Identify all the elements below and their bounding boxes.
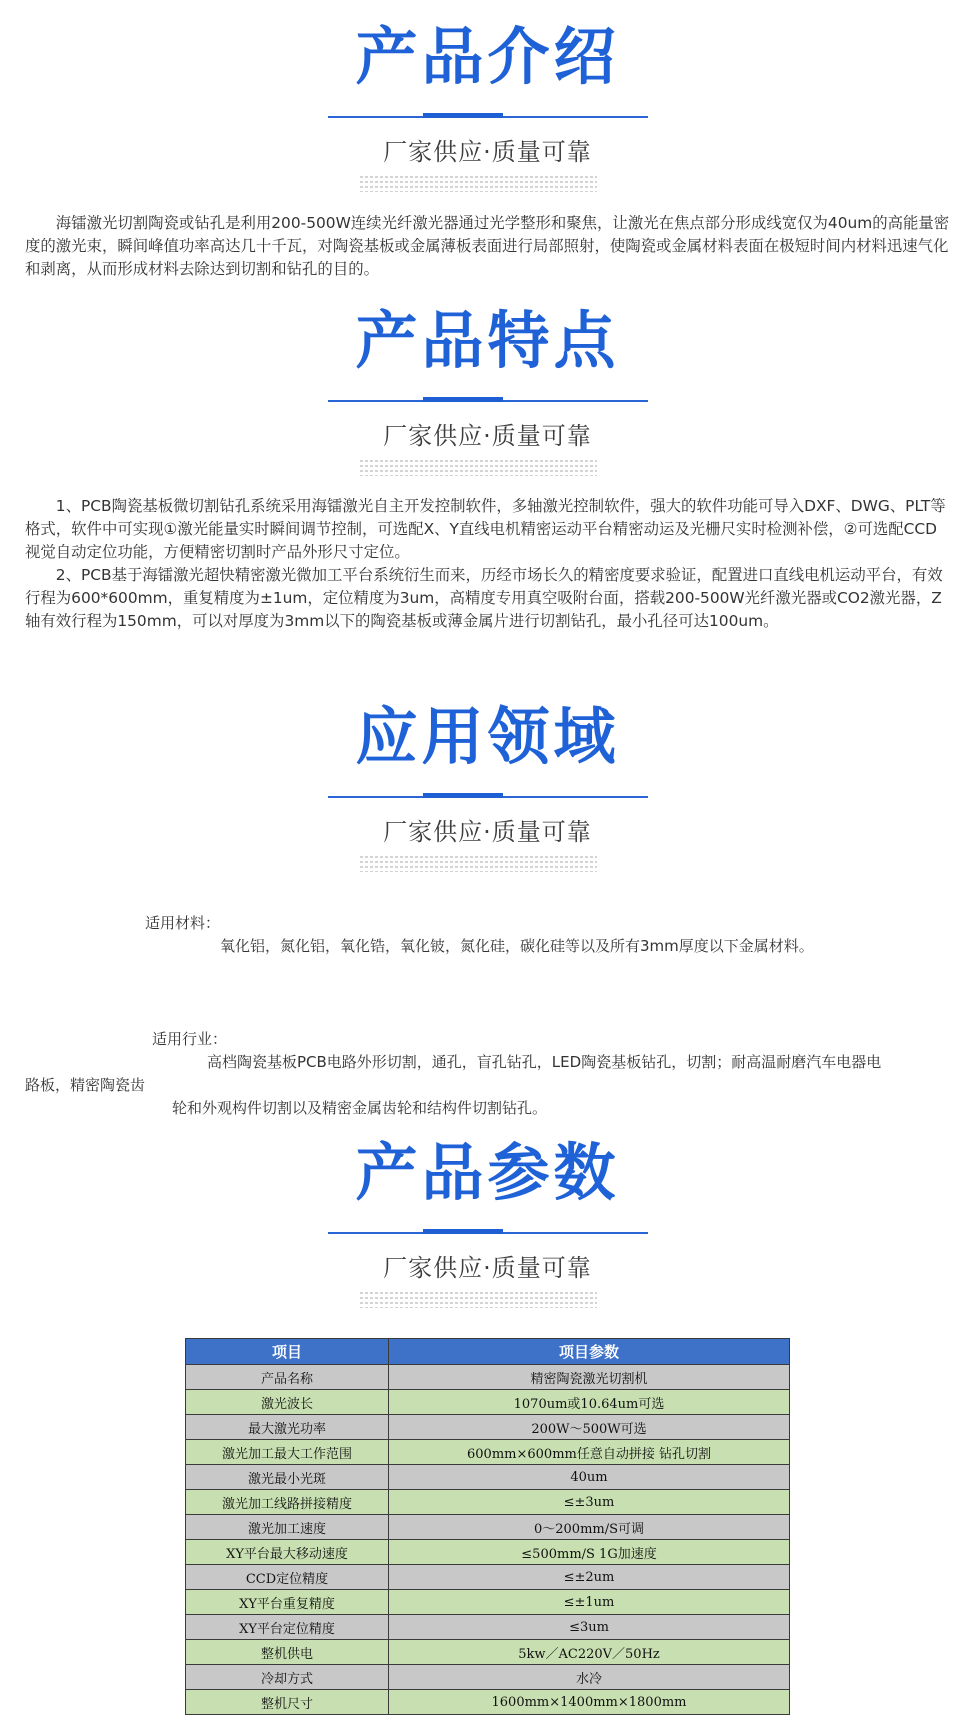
decorative-fine-print <box>360 1292 597 1308</box>
industry-text-line-3: 轮和外观构件切割以及精密金属齿轮和结构件切割钻孔。 <box>172 1099 548 1117</box>
table-row <box>186 1615 790 1640</box>
row-label: 激光加工速度 <box>186 1515 389 1540</box>
section-subtitle: 厂家供应·质量可靠 <box>383 818 592 846</box>
title-divider-accent <box>423 1229 503 1234</box>
title-divider-accent <box>423 113 503 118</box>
features-paragraphs <box>25 495 950 633</box>
intro-text: 海镭激光切割陶瓷或钻孔是利用200-500W连续光纤激光器通过光学整形和聚焦，让激光在焦点部分形成线宽仅为40um的高能量密度的激光束，瞬间峰值功率高达几十千瓦，对陶瓷基板或金属薄板表面进行局部照射，使陶瓷或金属材料表面在极短时间内材料迅速气化和剥离，从而形成材料去除达到切割和钻孔的目的。 <box>25 214 950 278</box>
row-label: 整机尺寸 <box>186 1690 389 1715</box>
feature-item-1: 1、PCB陶瓷基板微切割钻孔系统采用海镭激光自主开发控制软件，多轴激光控制软件，强大的软件功能可导入DXF、DWG、PLT等格式，软件中可实现①激光能量实时瞬间调节控制，可选配X、Y直线电机精密运动平台精密动运及光栅尺实时检测补偿，②可选配CCD视觉自动定位功能，方便精密切割时产品外形尺寸定位。 <box>25 497 946 561</box>
row-value: 1070um或10.64um可选 <box>389 1390 790 1415</box>
row-value: 5kw／AC220V／50Hz <box>389 1640 790 1665</box>
section-header-applications <box>0 692 975 862</box>
decorative-fine-print <box>360 176 597 192</box>
row-value: 200W～500W可选 <box>389 1415 790 1440</box>
table-row <box>186 1690 790 1715</box>
row-value: ≤3um <box>389 1615 790 1640</box>
row-label: 激光最小光斑 <box>186 1465 389 1490</box>
title-divider-accent <box>423 397 503 402</box>
table-row <box>186 1365 790 1390</box>
row-label: 产品名称 <box>186 1365 389 1390</box>
materials-text: 氧化铝，氮化铝，氧化锆，氧化铍，氮化硅，碳化硅等以及所有3mm厚度以下金属材料。 <box>220 937 814 955</box>
row-label: 最大激光功率 <box>186 1415 389 1440</box>
industry-text-line-2: 路板，精密陶瓷齿 <box>25 1076 146 1094</box>
table-header-row <box>186 1339 790 1365</box>
section-title: 产品特点 <box>355 304 620 377</box>
row-label: 冷却方式 <box>186 1665 389 1690</box>
section-subtitle: 厂家供应·质量可靠 <box>383 422 592 450</box>
row-value: ≤±1um <box>389 1590 790 1615</box>
section-header-intro <box>0 12 975 182</box>
table-row <box>186 1415 790 1440</box>
row-value: ≤±2um <box>389 1565 790 1590</box>
section-title: 应用领域 <box>355 700 620 773</box>
header-item: 项目 <box>186 1339 389 1365</box>
row-label: 激光加工线路拼接精度 <box>186 1490 389 1515</box>
table-row <box>186 1590 790 1615</box>
industry-text-line-1: 高档陶瓷基板PCB电路外形切割，通孔，盲孔钻孔，LED陶瓷基板钻孔，切割；耐高温耐磨汽车电器电 <box>207 1053 882 1071</box>
row-label: XY平台定位精度 <box>186 1615 389 1640</box>
decorative-fine-print <box>360 460 597 476</box>
section-subtitle: 厂家供应·质量可靠 <box>383 138 592 166</box>
section-title: 产品参数 <box>355 1136 620 1209</box>
table-row <box>186 1490 790 1515</box>
table-row <box>186 1565 790 1590</box>
row-value: 精密陶瓷激光切割机 <box>389 1365 790 1390</box>
row-label: XY平台重复精度 <box>186 1590 389 1615</box>
table-row <box>186 1515 790 1540</box>
row-value: 1600mm×1400mm×1800mm <box>389 1690 790 1715</box>
row-value: 600mm×600mm任意自动拼接 钻孔切割 <box>389 1440 790 1465</box>
feature-item-2: 2、PCB基于海镭激光超快精密激光微加工平台系统衍生而来，历经市场长久的精密度要求验证，配置进口直线电机运动平台，有效行程为600*600mm，重复精度为±1um，定位精度为3um，高精度专用真空吸附台面，搭载200-500W光纤激光器或CO2激光器，Z轴有效行程为150mm，可以对厚度为3mm以下的陶瓷基板或薄金属片进行切割钻孔，最小孔径可达100um。 <box>25 566 943 630</box>
table-row <box>186 1640 790 1665</box>
table-row <box>186 1440 790 1465</box>
row-value: ≤500mm/S 1G加速度 <box>389 1540 790 1565</box>
decorative-fine-print <box>360 856 597 872</box>
section-header-params <box>0 1128 975 1298</box>
table-row <box>186 1465 790 1490</box>
table-row <box>186 1665 790 1690</box>
section-title: 产品介绍 <box>355 20 620 93</box>
row-label: 激光波长 <box>186 1390 389 1415</box>
section-subtitle: 厂家供应·质量可靠 <box>383 1254 592 1282</box>
row-label: 激光加工最大工作范围 <box>186 1440 389 1465</box>
industry-label: 适用行业： <box>152 1030 228 1048</box>
row-label: 整机供电 <box>186 1640 389 1665</box>
header-param: 项目参数 <box>389 1339 790 1365</box>
section-header-features <box>0 296 975 466</box>
params-table <box>185 1338 790 1715</box>
table-row <box>186 1540 790 1565</box>
row-label: CCD定位精度 <box>186 1565 389 1590</box>
row-label: XY平台最大移动速度 <box>186 1540 389 1565</box>
intro-paragraph <box>25 212 950 281</box>
row-value: ≤±3um <box>389 1490 790 1515</box>
row-value: 0～200mm/S可调 <box>389 1515 790 1540</box>
materials-label: 适用材料： <box>145 914 221 932</box>
row-value: 水冷 <box>389 1665 790 1690</box>
row-value: 40um <box>389 1465 790 1490</box>
title-divider-accent <box>423 793 503 798</box>
table-row <box>186 1390 790 1415</box>
